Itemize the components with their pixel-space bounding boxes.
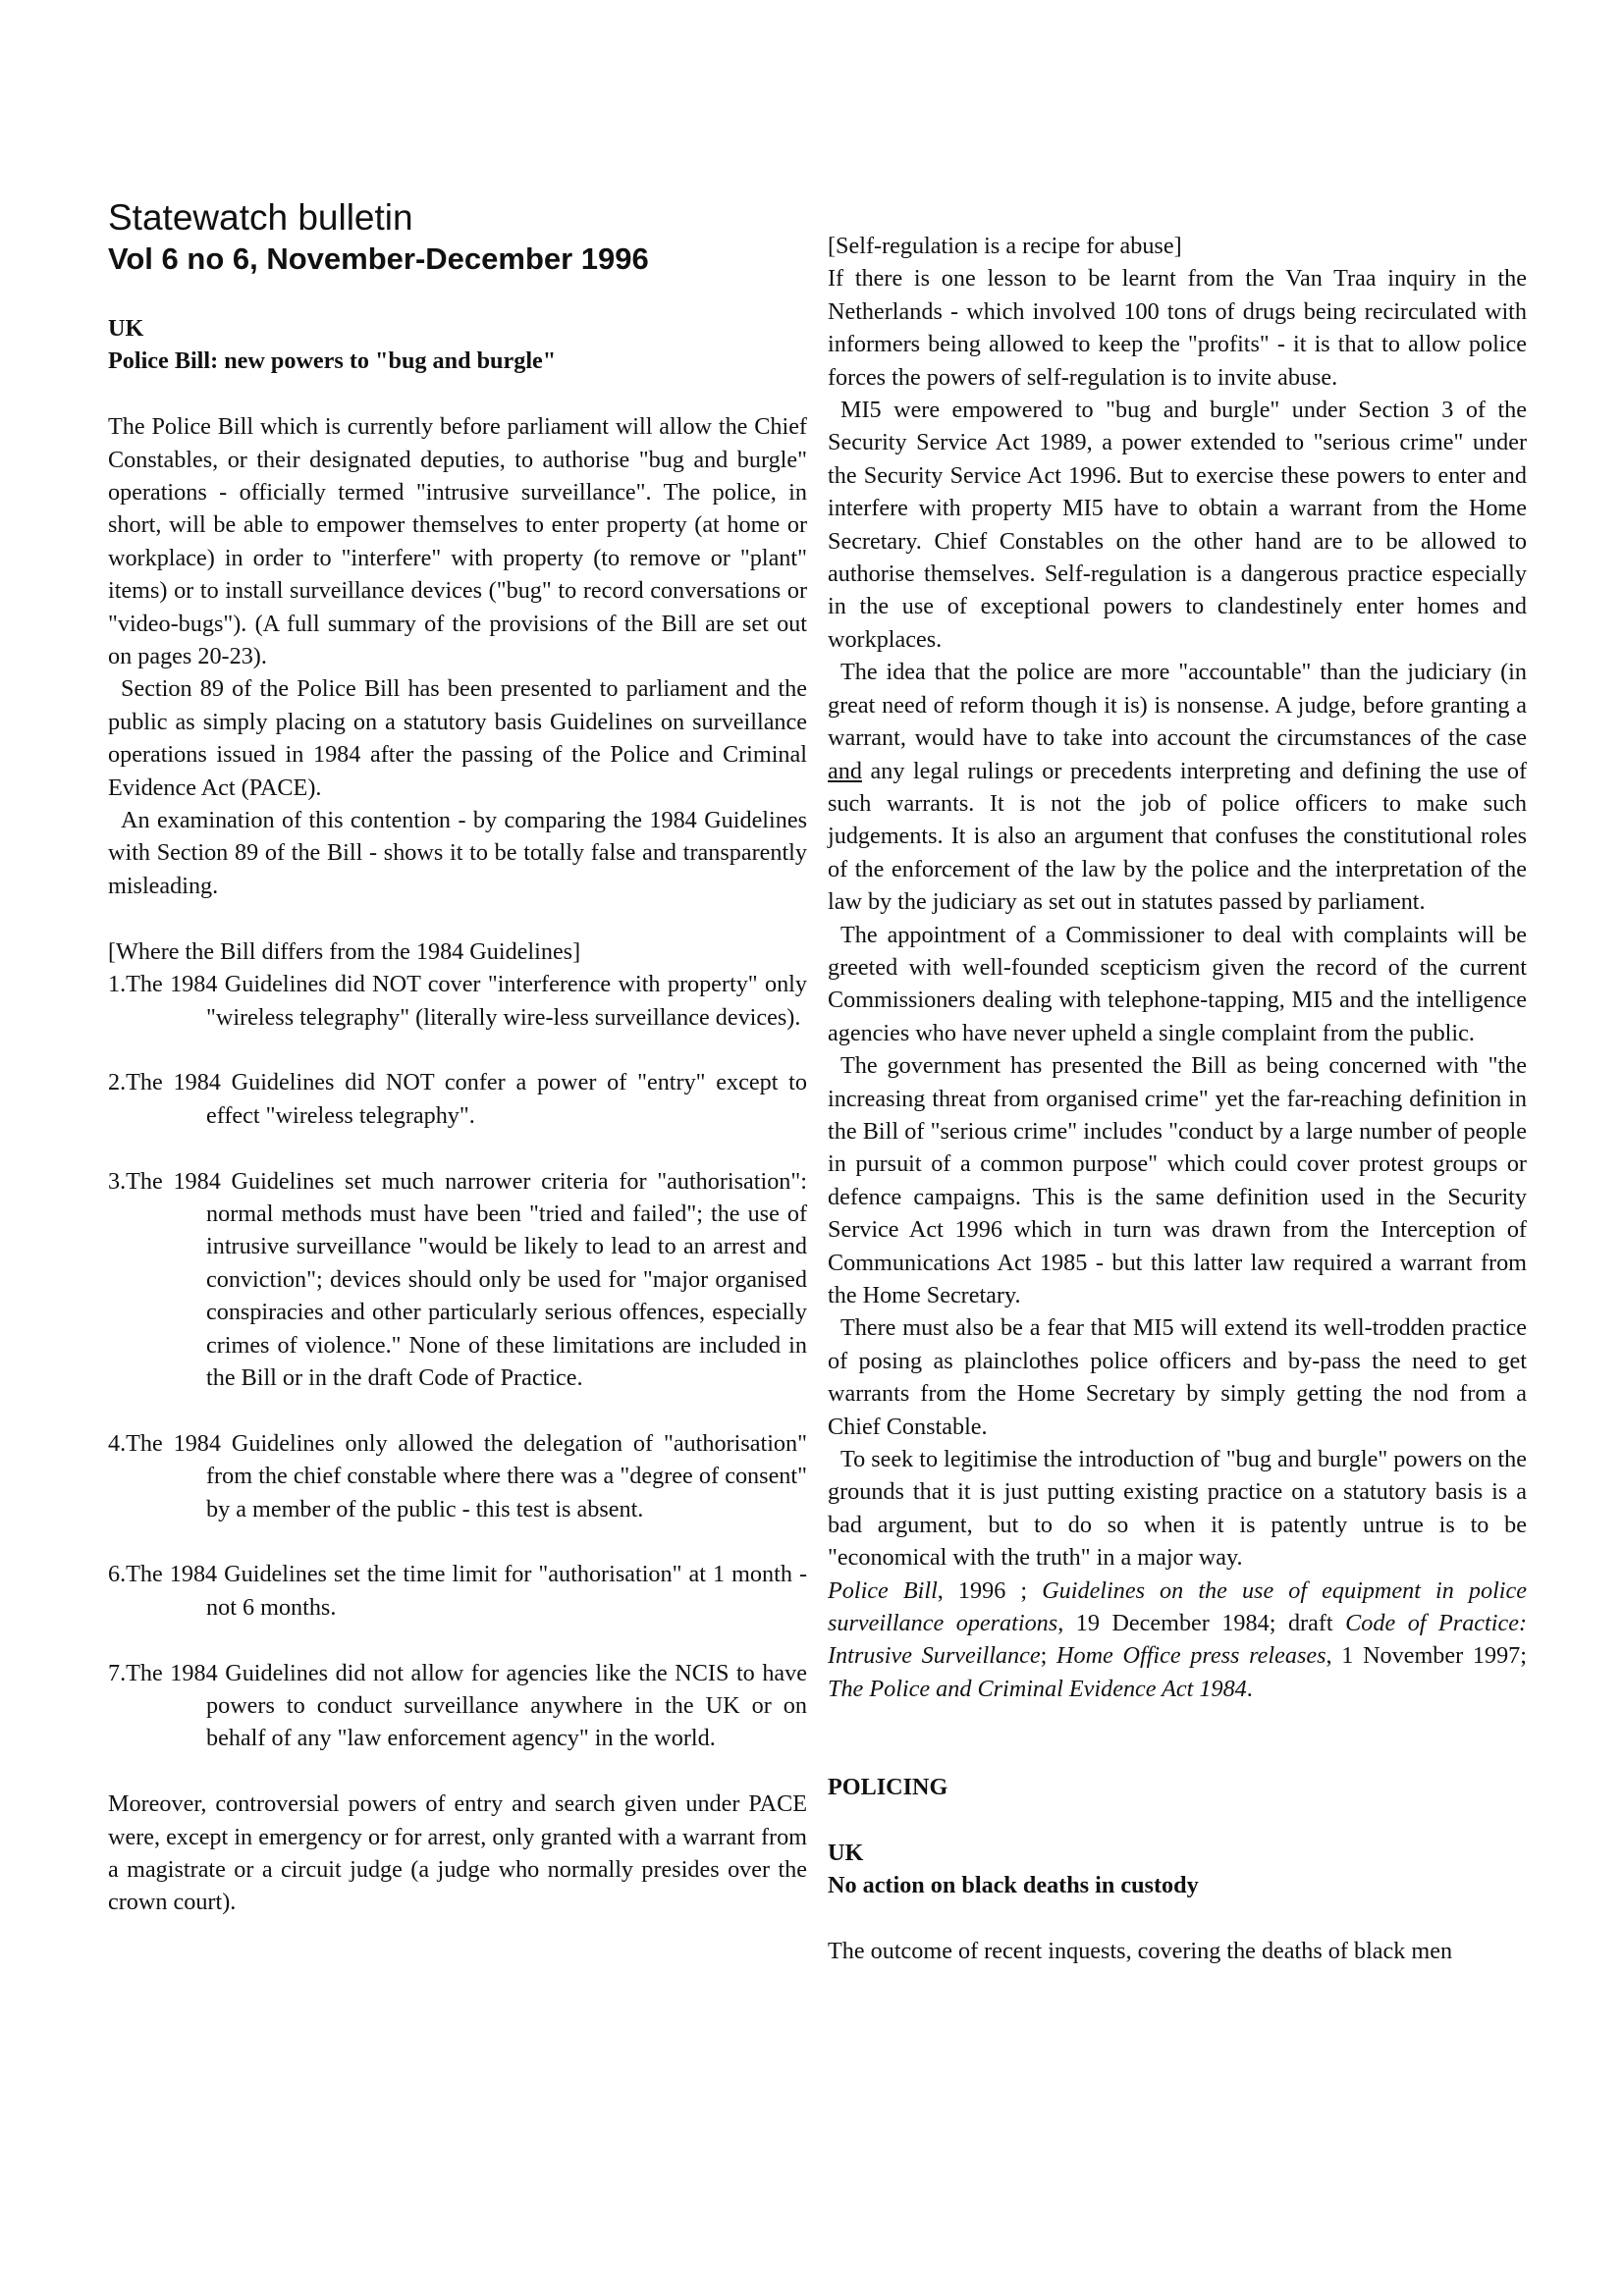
sources-citation [828, 1575, 1527, 1706]
list-item [108, 1657, 807, 1755]
spacer [108, 1394, 807, 1426]
list-number: 2. [108, 1069, 127, 1096]
spacer [108, 902, 807, 934]
right-column [828, 230, 1527, 1967]
source-title: Guidelines on the use of equipment in police surveillance operations [828, 1576, 1527, 1637]
spacer [108, 378, 807, 410]
body-paragraph: The outcome of recent inquests, covering the deaths of black men [828, 1938, 1453, 1965]
article-headline: No action on black deaths in custody [828, 1872, 1199, 1899]
article-headline: Police Bill: new powers to "bug and burgle" [108, 347, 557, 375]
source-sep: , 1996 ; [937, 1576, 1043, 1604]
spacer [108, 1525, 807, 1558]
body-paragraph: To seek to legitimise the introduction of "bug and burgle" powers on the grounds that it is just putting existing practice on a statutory basis is a bad argument, but to do so when it is patently untrue is to be "economical with the truth" in a major way. [828, 1446, 1527, 1572]
source-title: Home Office press releases [1056, 1642, 1326, 1670]
list-item [108, 1558, 807, 1624]
list-text: The 1984 Guidelines set the time limit for "authorisation" at 1 month - not 6 months. [126, 1561, 807, 1621]
spacer [108, 1755, 807, 1788]
spacer [108, 1132, 807, 1164]
body-paragraph: MI5 were empowered to "bug and burgle" under Section 3 of the Security Service Act 1989, a power extended to "serious crime" under the Security Service Act 1996. But to exercise these powers to enter and interfere with property MI5 have to obtain a warrant from the Home Secretary. Chief Constables on the other hand are to be allowed to authorise themselves. Self-regulation is a dangerous practice especially in the use of exceptional powers to clandestinely enter homes and workplaces. [828, 397, 1527, 653]
intro-paragraph: Section 89 of the Police Bill has been presented to parliament and the public as simply placing on a statutory basis Guidelines on surveillance operations issued in 1984 after the passing of the Police and Criminal Evidence Act (PACE). [108, 675, 807, 801]
spacer [828, 1902, 1527, 1935]
list-number: 7. [108, 1659, 127, 1686]
list-number: 1. [108, 971, 127, 998]
spacer [828, 1803, 1527, 1836]
spacer [828, 1705, 1527, 1737]
source-sep: . [1246, 1675, 1253, 1702]
body-paragraph: There must also be a fear that MI5 will extend its well-trodden practice of posing as plainclothes police officers and by-pass the need to get warrants from the Home Secretary by simply getting the nod from a Chief Constable. [828, 1314, 1527, 1440]
source-sep: ; [1040, 1642, 1057, 1670]
list-item [108, 1066, 807, 1132]
list-item [108, 1427, 807, 1525]
publication-title: Statewatch bulletin [108, 197, 413, 238]
underlined-word: and [828, 757, 862, 784]
list-number: 3. [108, 1167, 127, 1195]
spacer [108, 1034, 807, 1066]
list-number: 6. [108, 1561, 127, 1588]
source-sep: , 1 November 1997; [1325, 1642, 1527, 1670]
left-column [108, 196, 807, 1919]
intro-paragraph: An examination of this contention - by comparing the 1984 Guidelines with Section 89 of the Bill - shows it to be totally false and transparently misleading. [108, 807, 807, 899]
section-label: UK [108, 315, 144, 342]
body-paragraph [828, 656, 1527, 918]
section-label: UK [828, 1839, 864, 1866]
list-text: The 1984 Guidelines only allowed the delegation of "authorisation" from the chief constable where there was a "degree of consent" by a member of the public - this test is absent. [126, 1429, 807, 1522]
source-title: The Police and Criminal Evidence Act 1984 [828, 1675, 1247, 1702]
subheading: [Where the Bill differs from the 1984 Guidelines] [108, 937, 581, 965]
list-text: The 1984 Guidelines did not allow for agencies like the NCIS to have powers to conduct surveillance anywhere in the UK or on behalf of any "law enforcement agency" in the world. [126, 1659, 807, 1752]
source-title: Police Bill [828, 1576, 938, 1604]
list-text: The 1984 Guidelines set much narrower criteria for "authorisation": normal methods must have been "tried and failed"; the use of intrusive surveillance "would be likely to lead to an arrest and conviction"; devices should only be used for "major organised conspiracies and other particularly serious offences, especially crimes of violence." None of these limitations are included in the Bill or in the draft Code of Practice. [126, 1167, 807, 1391]
list-text: The 1984 Guidelines did NOT confer a power of "entry" except to effect "wireless telegraphy". [126, 1069, 807, 1129]
list-item [108, 968, 807, 1034]
body-paragraph: If there is one lesson to be learnt from the Van Traa inquiry in the Netherlands - which involved 100 tons of drugs being recirculated with informers being allowed to keep the "profits" - it is that to allow police forces the powers of self-regulation is to invite abuse. [828, 265, 1527, 391]
source-sep: , 19 December 1984; draft [1057, 1610, 1346, 1637]
source-title: Code of Practice: Intrusive Surveillance [828, 1610, 1527, 1670]
body-paragraph: The appointment of a Commissioner to deal with complaints will be greeted with well-founded scepticism given the record of the current Commissioners dealing with telephone-tapping, MI5 and the intelligence agencies who have never upheld a single complaint from the public. [828, 921, 1527, 1046]
category-label: POLICING [828, 1774, 948, 1801]
list-number: 4. [108, 1429, 127, 1457]
body-paragraph: Moreover, controversial powers of entry and search given under PACE were, except in emergency or for arrest, only granted with a warrant from a magistrate or a circuit judge (a judge who normally presides over the crown court). [108, 1790, 807, 1916]
spacer [108, 1624, 807, 1656]
list-item [108, 1165, 807, 1395]
subheading: [Self-regulation is a recipe for abuse] [828, 233, 1182, 259]
list-text: The 1984 Guidelines did NOT cover "interference with property" only "wireless telegraphy" (literally wire-less surveillance devices). [126, 971, 807, 1031]
text-run: any legal rulings or precedents interpreting and defining the use of such warrants. It is not the job of police officers to make such judgements. It is also an argument that confuses the constitutional roles of the enforcement of the law by the police and the interpretation of the law by the judiciary as set out in statutes passed by parliament. [828, 757, 1527, 916]
intro-paragraph: The Police Bill which is currently before parliament will allow the Chief Constables, or their designated deputies, to authorise "bug and burgle" operations - officially termed "intrusive surveillance". The police, in short, will be able to empower themselves to enter property (at home or workplace) in order to "interfere" with property (to remove or "plant" items) or to install surveillance devices ("bug" to record conversations or "video-bugs"). (A full summary of the provisions of the Bill are set out on pages 20-23). [108, 413, 807, 670]
body-paragraph: The government has presented the Bill as being concerned with "the increasing threat from organised crime" yet the far-reaching definition in the Bill of "serious crime" includes "conduct by a large number of people in pursuit of a common purpose" which could cover protest groups or defence campaigns. This is the same definition used in the Security Service Act 1996 which in turn was drawn from the Interception of Communications Act 1985 - but this latter law required a warrant from the Home Secretary. [828, 1052, 1527, 1308]
issue-line: Vol 6 no 6, November-December 1996 [108, 241, 649, 276]
text-run: The idea that the police are more "accountable" than the judiciary (in great need of reform though it is) is nonsense. A judge, before granting a warrant, would have to take into account the circumstances of the case [828, 659, 1527, 752]
spacer [828, 1738, 1527, 1771]
